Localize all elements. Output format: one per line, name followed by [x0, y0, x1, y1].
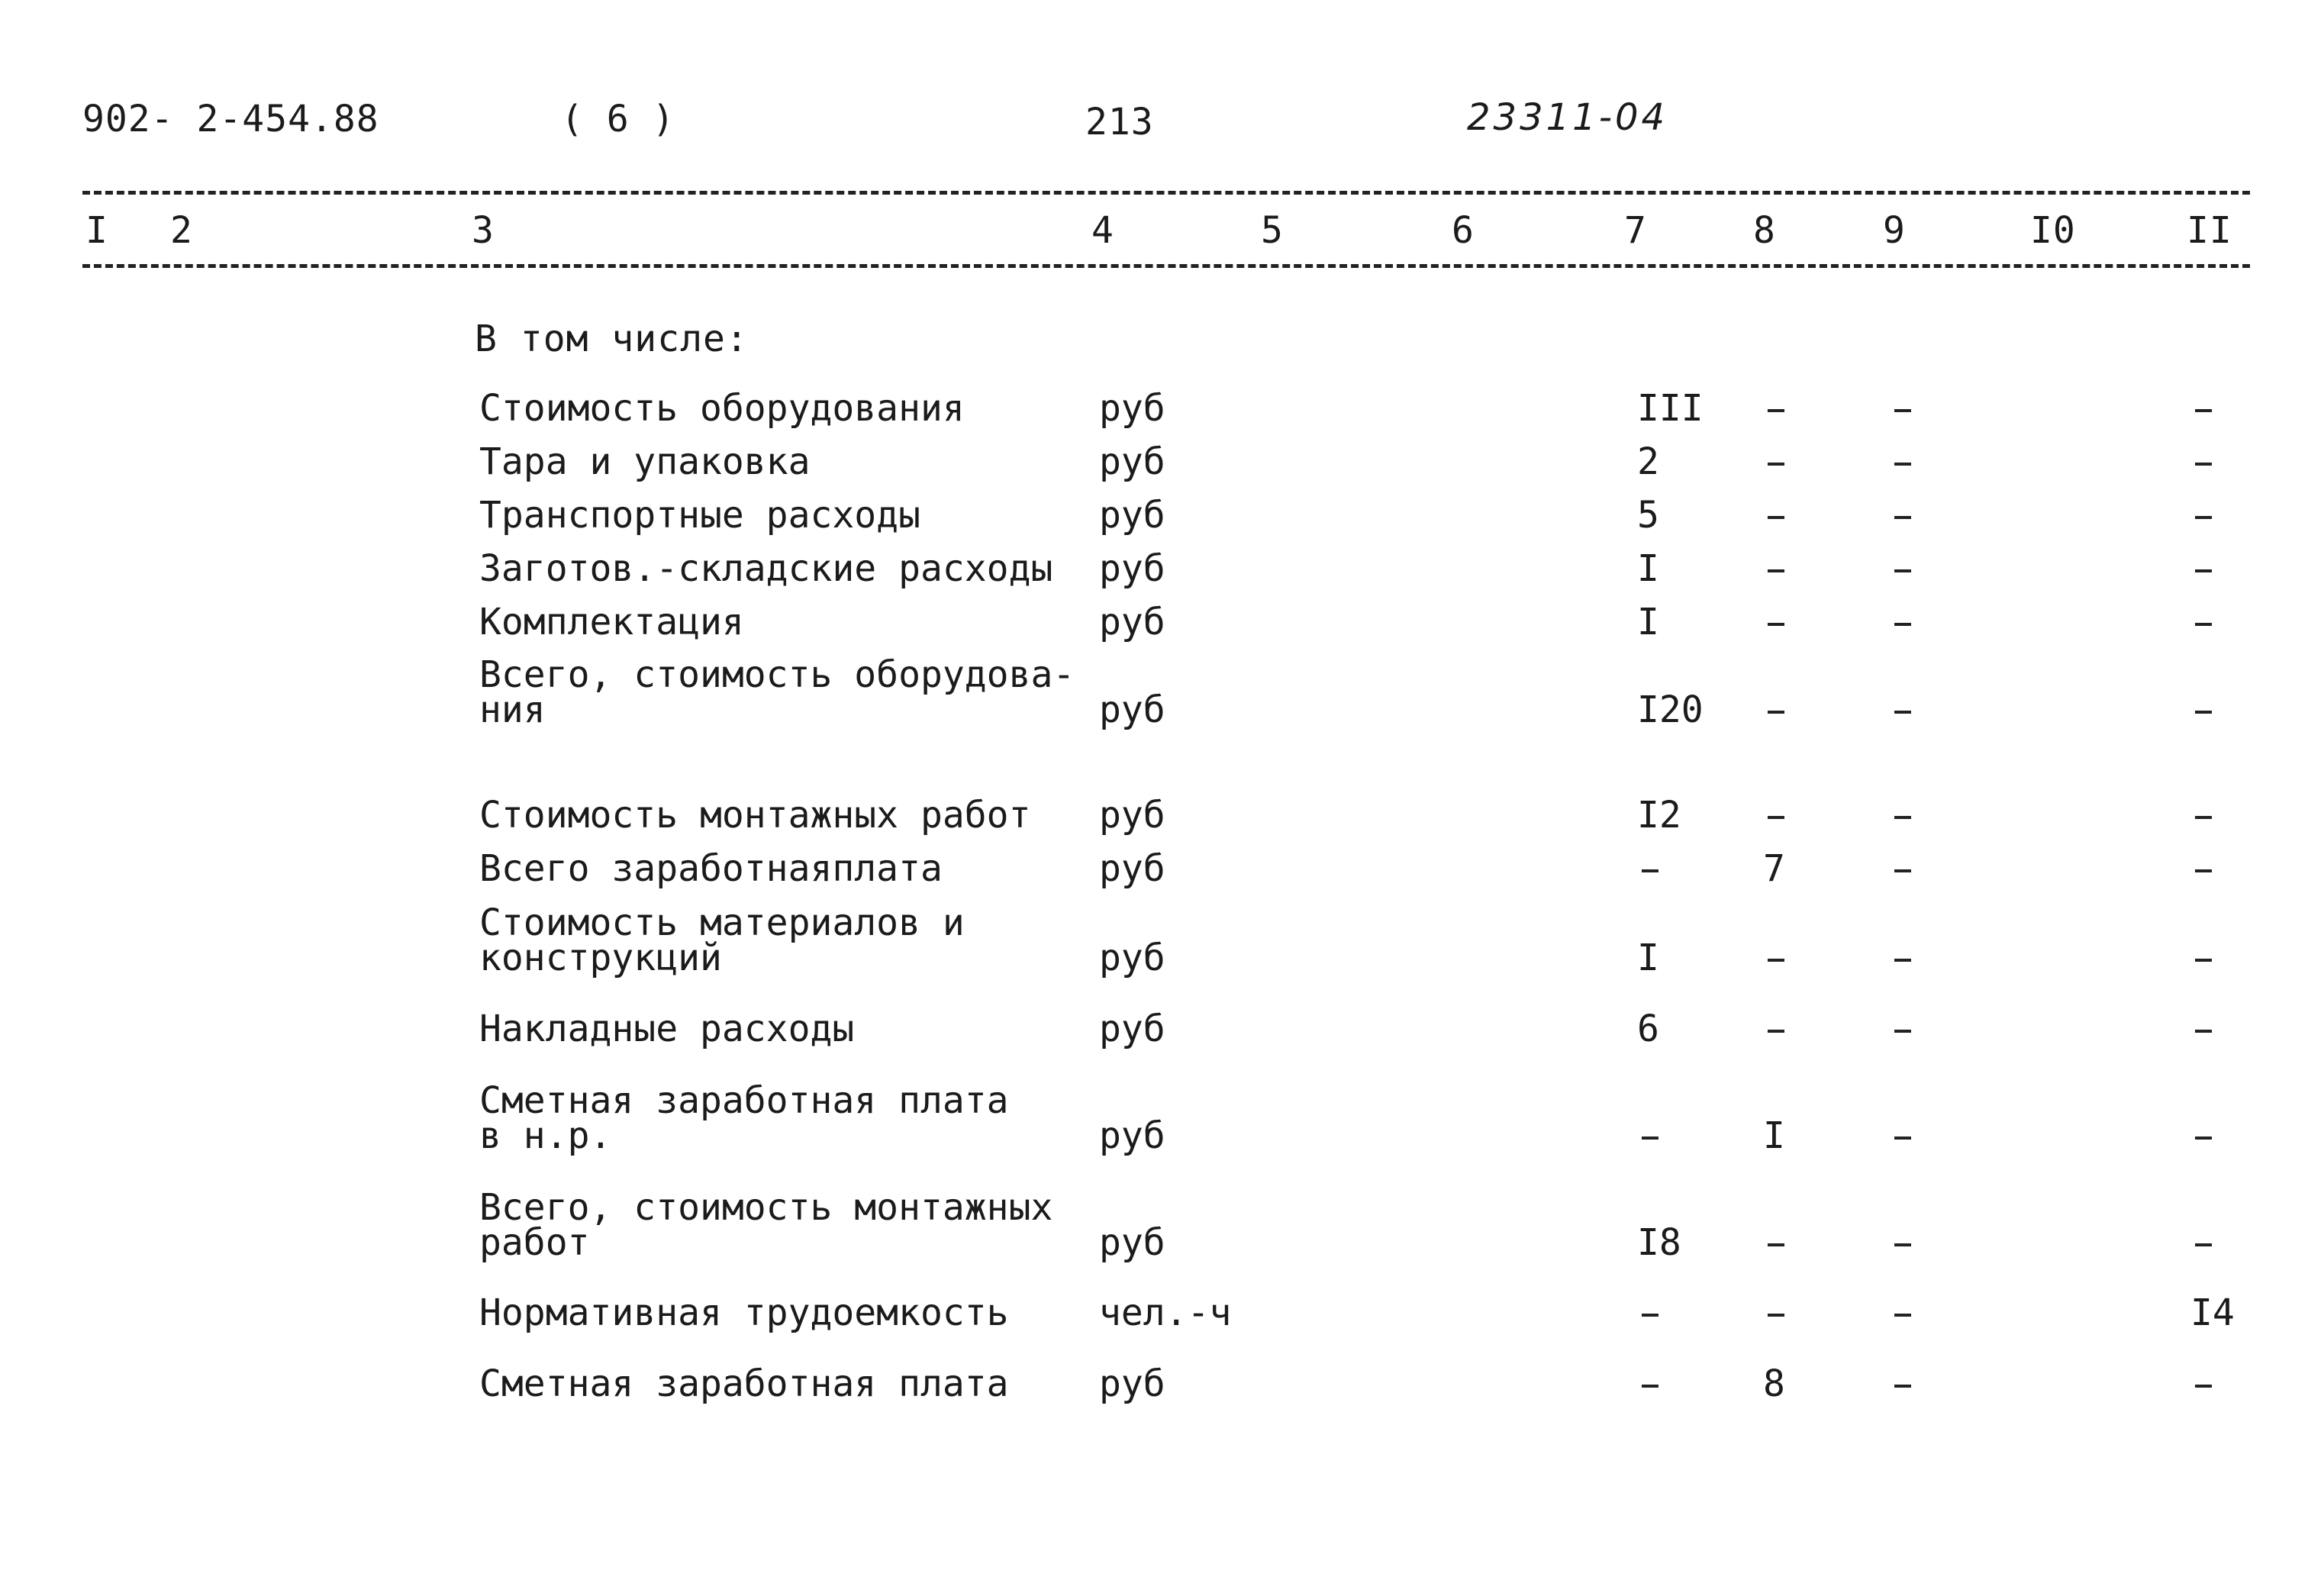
row-col11-value-dash [2195, 409, 2212, 412]
row-unit: руб [1099, 440, 1165, 483]
row-col8-value-dash [1768, 569, 1784, 572]
row-col7-value: 2 [1637, 440, 1659, 483]
row-col7-value: I [1637, 601, 1659, 643]
row-col11-value-dash [2195, 959, 2212, 962]
row-label: Транспортные расходы [479, 494, 920, 537]
row-label: Сметная заработная плата [479, 1079, 1009, 1122]
row-col8-value-dash [1768, 711, 1784, 714]
section-title: В том числе: [475, 318, 749, 360]
column-number-4: 4 [1091, 209, 1114, 252]
sheet-marker: ( 6 ) [561, 98, 675, 140]
row-col8-value-dash [1768, 816, 1784, 819]
row-col8-value-dash [1768, 516, 1784, 519]
row-label: Тара и упаковка [479, 440, 811, 483]
row-col11-value-dash [2195, 1243, 2212, 1246]
column-number-1: I [85, 209, 108, 252]
row-col11-value: I4 [2190, 1291, 2235, 1334]
row-col11-value-dash [2195, 623, 2212, 626]
row-col9-value-dash [1894, 409, 1911, 412]
row-col8-value-dash [1768, 1243, 1784, 1246]
row-col7-value: I2 [1637, 794, 1681, 837]
row-col11-value-dash [2195, 1030, 2212, 1033]
row-col7-value: 6 [1637, 1008, 1659, 1050]
row-col9-value-dash [1894, 516, 1911, 519]
row-col8-value: 7 [1763, 847, 1785, 890]
row-label: Комплектация [479, 601, 744, 643]
handwritten-code: 23311-04 [1467, 96, 1668, 139]
row-col9-value-dash [1894, 463, 1911, 466]
row-label: Всего заработнаяплата [479, 847, 943, 890]
row-col9-value-dash [1894, 711, 1911, 714]
column-number-9: 9 [1883, 209, 1906, 252]
row-col8-value-dash [1768, 409, 1784, 412]
row-col9-value-dash [1894, 959, 1911, 962]
row-col11-value-dash [2195, 463, 2212, 466]
row-col9-value-dash [1894, 1030, 1911, 1033]
column-number-8: 8 [1753, 209, 1776, 252]
row-unit: чел.-ч [1099, 1291, 1232, 1334]
column-number-6: 6 [1452, 209, 1475, 252]
row-label: Стоимость материалов и [479, 901, 965, 944]
row-col8-value-dash [1768, 1314, 1784, 1317]
document-code: 902- 2-454.88 [82, 98, 379, 140]
row-label: в н.р. [479, 1114, 612, 1157]
column-number-5: 5 [1261, 209, 1284, 252]
column-number-7: 7 [1624, 209, 1647, 252]
row-col8-value-dash [1768, 623, 1784, 626]
row-col11-value-dash [2195, 1137, 2212, 1140]
row-col7-value-dash [1642, 1137, 1658, 1140]
row-col8-value: I [1763, 1114, 1785, 1157]
row-col7-value: I [1637, 547, 1659, 590]
row-label: работ [479, 1221, 590, 1264]
row-unit: руб [1099, 601, 1165, 643]
row-unit: руб [1099, 547, 1165, 590]
row-col8-value-dash [1768, 959, 1784, 962]
row-label: Заготов.-складские расходы [479, 547, 1053, 590]
bottom-dashed-rule [82, 264, 2250, 268]
row-label: Всего, стоимость оборудова- [479, 653, 1075, 696]
row-col9-value-dash [1894, 623, 1911, 626]
column-number-2: 2 [170, 209, 193, 252]
row-col11-value-dash [2195, 516, 2212, 519]
row-col9-value-dash [1894, 816, 1911, 819]
row-unit: руб [1099, 794, 1165, 837]
row-col9-value-dash [1894, 569, 1911, 572]
row-col7-value-dash [1642, 869, 1658, 872]
row-col7-value-dash [1642, 1314, 1658, 1317]
row-col7-value: I20 [1637, 688, 1704, 731]
row-col11-value-dash [2195, 869, 2212, 872]
row-col7-value: III [1637, 387, 1704, 430]
column-number-3: 3 [472, 209, 495, 252]
row-unit: руб [1099, 847, 1165, 890]
row-label: Стоимость оборудования [479, 387, 965, 430]
row-col9-value-dash [1894, 1243, 1911, 1246]
column-number-10: I0 [2030, 209, 2076, 252]
column-number-11: II [2187, 209, 2232, 252]
row-col11-value-dash [2195, 1385, 2212, 1388]
row-col9-value-dash [1894, 1137, 1911, 1140]
top-dashed-rule [82, 191, 2250, 195]
row-label: ния [479, 688, 546, 731]
row-unit: руб [1099, 937, 1165, 979]
row-unit: руб [1099, 387, 1165, 430]
row-col8-value-dash [1768, 463, 1784, 466]
row-col8-value-dash [1768, 1030, 1784, 1033]
page-number: 213 [1085, 101, 1154, 143]
row-unit: руб [1099, 688, 1165, 731]
row-col11-value-dash [2195, 569, 2212, 572]
row-unit: руб [1099, 1008, 1165, 1050]
row-col8-value: 8 [1763, 1362, 1785, 1405]
row-label: Сметная заработная плата [479, 1362, 1009, 1405]
row-col9-value-dash [1894, 869, 1911, 872]
row-col7-value-dash [1642, 1385, 1658, 1388]
row-unit: руб [1099, 494, 1165, 537]
row-col11-value-dash [2195, 711, 2212, 714]
row-unit: руб [1099, 1362, 1165, 1405]
row-col9-value-dash [1894, 1314, 1911, 1317]
row-col7-value: I8 [1637, 1221, 1681, 1264]
row-label: конструкций [479, 937, 722, 979]
row-col9-value-dash [1894, 1385, 1911, 1388]
row-col7-value: 5 [1637, 494, 1659, 537]
row-col11-value-dash [2195, 816, 2212, 819]
row-label: Накладные расходы [479, 1008, 855, 1050]
row-unit: руб [1099, 1114, 1165, 1157]
row-col7-value: I [1637, 937, 1659, 979]
row-label: Нормативная трудоемкость [479, 1291, 1009, 1334]
row-unit: руб [1099, 1221, 1165, 1264]
row-label: Всего, стоимость монтажных [479, 1186, 1053, 1229]
row-label: Стоимость монтажных работ [479, 794, 1031, 837]
